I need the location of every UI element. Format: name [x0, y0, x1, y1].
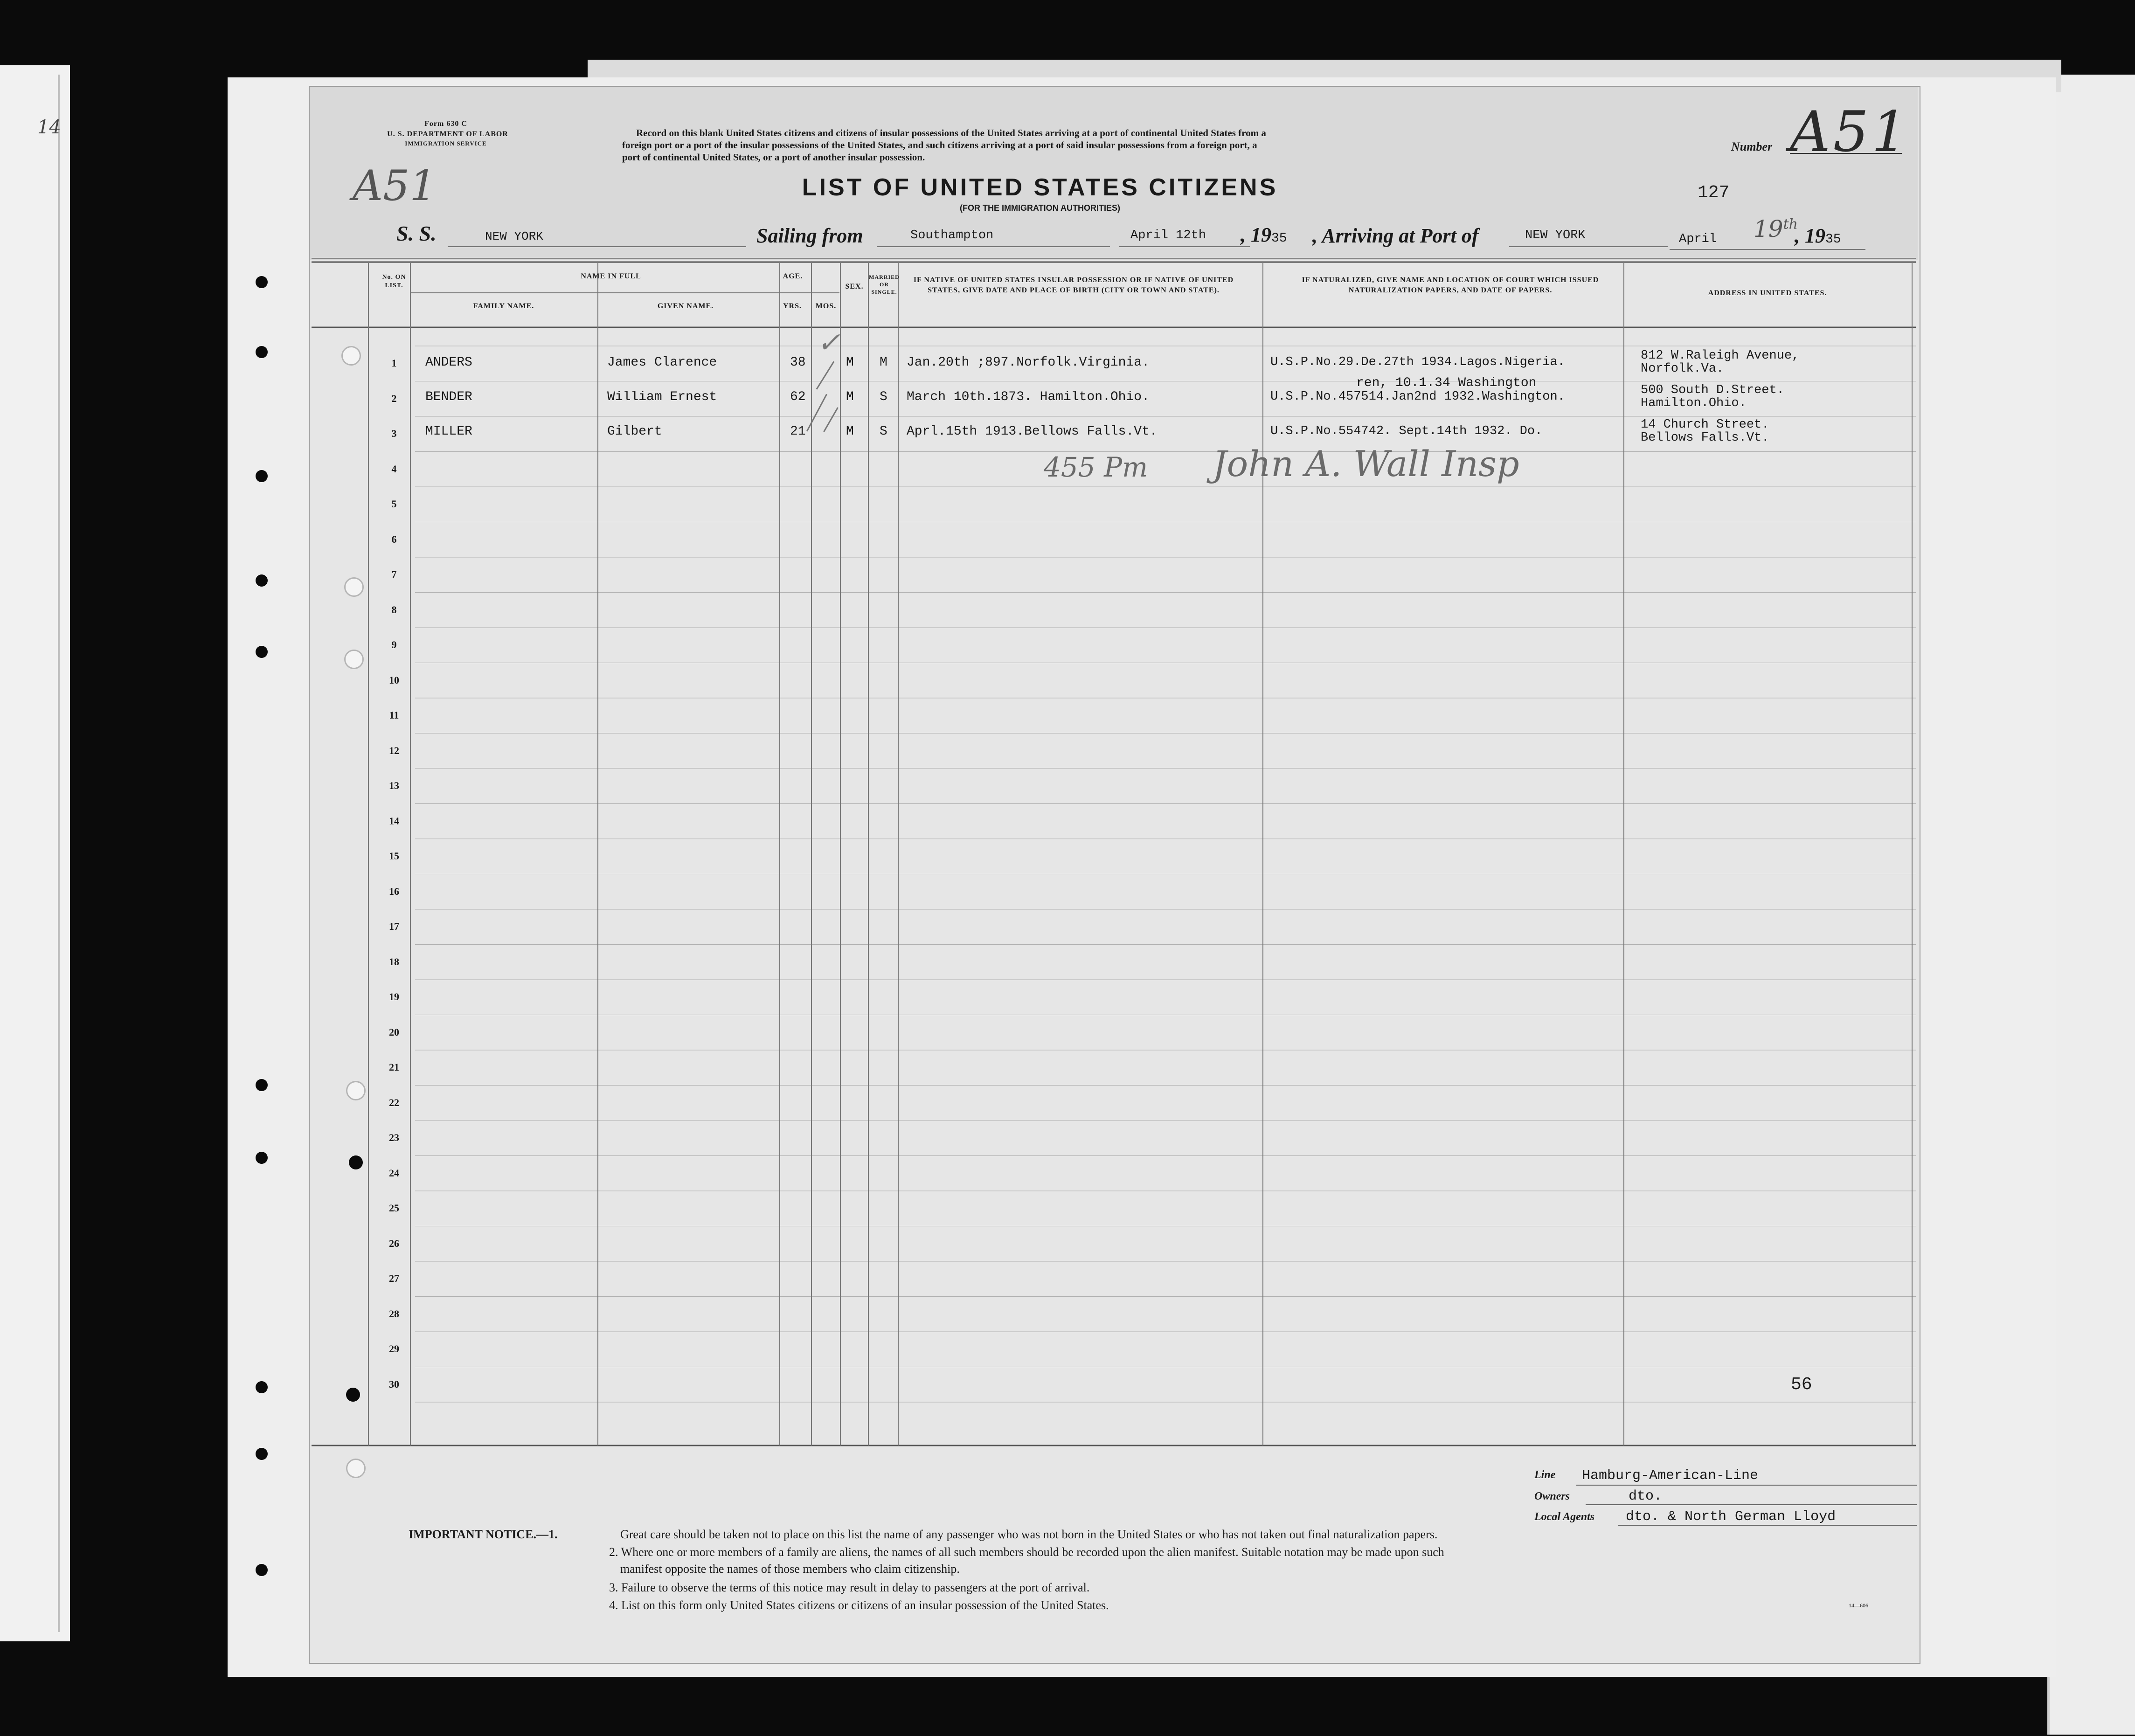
age-years-cell: 62 — [790, 390, 806, 404]
row-number: 27 — [389, 1273, 399, 1284]
row-number: 24 — [389, 1167, 399, 1179]
row-number: 16 — [389, 885, 399, 897]
row-number: 22 — [389, 1096, 399, 1108]
line-underline — [1576, 1485, 1917, 1486]
address-line-1-cell: 14 Church Street. — [1641, 418, 1769, 432]
form-number: Form 630 C — [424, 120, 467, 128]
sex-cell: M — [846, 424, 854, 439]
header-family-name: FAMILY NAME. — [473, 302, 534, 310]
page-title: LIST OF UNITED STATES CITIZENS — [802, 174, 1278, 201]
row-number: 13 — [389, 780, 399, 791]
arriving-year-prefix: , 19 — [1795, 224, 1825, 247]
header-given-name: GIVEN NAME. — [657, 302, 714, 310]
header-age: AGE. — [783, 272, 803, 280]
owners-label: Owners — [1534, 1490, 1570, 1502]
header-sex: SEX. — [845, 283, 864, 290]
naturalization-cell: U.S.P.No.457514.Jan2nd 1932.Washington. — [1270, 390, 1565, 404]
sailing-label: Sailing from — [756, 224, 863, 247]
row-number: 29 — [389, 1343, 399, 1355]
row-number: 20 — [389, 1026, 399, 1038]
row-number: 4 — [391, 463, 397, 475]
row-number: 1 — [391, 357, 397, 369]
family-name-cell: MILLER — [425, 424, 472, 439]
notice-item-4: 4. List on this form only United States citizens or citizens of an insular possession of the United States. — [609, 1598, 1109, 1612]
row-number: 25 — [389, 1202, 399, 1214]
header-birth: IF NATIVE OF UNITED STATES INSULAR POSSESSION OR IF NATIVE OF UNITED STATES, GIVE DATE AND PLACE OF BIRTH (CITY OR TOWN AND STATE). — [913, 276, 1234, 294]
sex-cell: M — [846, 355, 854, 370]
birth-details-cell: March 10th.1873. Hamilton.Ohio. — [907, 390, 1150, 404]
arriving-label: , Arriving at Port of — [1312, 224, 1479, 247]
owners-underline — [1586, 1504, 1917, 1505]
print-code: 14—606 — [1849, 1602, 1868, 1609]
notice-item-1: Great care should be taken not to place on this list the name of any passenger who was not born in the United States or who has not taken out final naturalization papers. — [620, 1528, 1438, 1541]
row-number: 19 — [389, 991, 399, 1003]
arriving-port: NEW YORK — [1525, 228, 1586, 242]
naturalization-note-cell: ren, 10.1.34 Washington — [1356, 376, 1537, 390]
age-years-cell: 38 — [790, 355, 806, 370]
naturalization-cell: U.S.P.No.29.De.27th 1934.Lagos.Nigeria. — [1270, 355, 1565, 369]
row-number: 7 — [391, 568, 397, 580]
row-number: 5 — [391, 498, 397, 510]
instruction-line: foreign port or a port of the insular possessions of the United States, and such citizens arriving at a port of said insular possessions from a foreign port, a — [622, 139, 1257, 151]
header-name-in-full: NAME IN FULL — [581, 272, 641, 280]
marital-status-cell: S — [880, 424, 887, 439]
owners-value: dto. — [1629, 1488, 1663, 1504]
address-line-1-cell: 812 W.Raleigh Avenue, — [1641, 349, 1800, 363]
header-naturalized: IF NATURALIZED, GIVE NAME AND LOCATION OF COURT WHICH ISSUED NATURALIZATION PAPERS, AND DATE OF PAPERS. — [1302, 276, 1599, 294]
row-number: 28 — [389, 1307, 399, 1320]
row-number: 3 — [391, 428, 397, 439]
arriving-month: April — [1679, 232, 1717, 246]
row-number: 10 — [389, 674, 399, 686]
row-number: 30 — [389, 1378, 399, 1390]
arriving-year-value: 35 — [1825, 232, 1841, 247]
row-number: 26 — [389, 1237, 399, 1249]
page-subtitle: (FOR THE IMMIGRATION AUTHORITIES) — [960, 203, 1120, 213]
year-value: 35 — [1271, 231, 1287, 246]
header-no-on-list: No. ON LIST. — [382, 274, 406, 289]
day-suffix: th — [1783, 216, 1798, 233]
form-department: U. S. DEPARTMENT OF LABOR — [387, 130, 508, 138]
marital-status-cell: S — [880, 390, 887, 404]
day-number: 19 — [1754, 215, 1783, 242]
margin-annotation: A51 — [353, 161, 437, 210]
ss-label: S. S. — [396, 221, 437, 245]
sailing-date: April 12th — [1130, 228, 1206, 242]
row-number: 15 — [389, 850, 399, 862]
row-number: 11 — [389, 709, 399, 721]
number-value: A51 — [1790, 100, 1910, 165]
header-address: ADDRESS IN UNITED STATES. — [1708, 289, 1827, 297]
line-value: Hamburg-American-Line — [1582, 1468, 1759, 1484]
given-name-cell: Gilbert — [607, 424, 662, 439]
header-yrs: YRS. — [783, 302, 802, 310]
given-name-cell: William Ernest — [607, 390, 717, 404]
notice-item-2: 2. Where one or more members of a family are aliens, the names of all such members should be recorded upon the alien manifest. Suitable notation may be made upon such — [609, 1545, 1444, 1559]
notice-title: IMPORTANT NOTICE.—1. — [409, 1528, 558, 1541]
row-number: 23 — [389, 1132, 399, 1143]
instruction-line: Record on this blank United States citizens and citizens of insular possessions of the United States arriving at a port of continental United States from a — [636, 127, 1266, 138]
age-years-cell: 21 — [790, 424, 806, 439]
instruction-line: port of continental United States, or a port of another insular possession. — [622, 152, 925, 163]
row-number: 6 — [391, 533, 397, 545]
notice-item-3: 3. Failure to observe the terms of this notice may result in delay to passengers at the port of arrival. — [609, 1581, 1090, 1594]
check-mark: ✓ — [817, 326, 841, 359]
page-number: 127 — [1698, 183, 1730, 203]
notice-item-2-cont: manifest opposite the names of those members who claim citizenship. — [620, 1562, 960, 1576]
number-label: Number — [1731, 140, 1773, 153]
sailing-port: Southampton — [910, 228, 994, 242]
header-mos: MOS. — [815, 302, 837, 310]
inspector-signature: John A. Wall Insp — [1213, 443, 1519, 484]
birth-details-cell: Aprl.15th 1913.Bellows Falls.Vt. — [907, 424, 1158, 439]
agents-label: Local Agents — [1534, 1511, 1595, 1523]
row-number: 9 — [391, 639, 397, 650]
row-number: 2 — [391, 392, 397, 404]
family-name-cell: BENDER — [425, 390, 472, 404]
agents-underline — [1618, 1525, 1917, 1526]
sex-cell: M — [846, 390, 854, 404]
year-prefix: , 19 — [1241, 223, 1271, 246]
address-line-2-cell: Hamilton.Ohio. — [1641, 396, 1747, 410]
family-name-cell: ANDERS — [425, 355, 472, 370]
address-line-1-cell: 500 South D.Street. — [1641, 383, 1784, 397]
row-number: 21 — [389, 1061, 399, 1073]
address-line-2-cell: Norfolk.Va. — [1641, 362, 1724, 376]
page-total: 56 — [1791, 1375, 1812, 1395]
form-service: IMMIGRATION SERVICE — [405, 140, 487, 147]
row-number: 14 — [389, 815, 399, 827]
row-number: 8 — [391, 603, 397, 616]
marital-status-cell: M — [880, 355, 887, 370]
given-name-cell: James Clarence — [607, 355, 717, 370]
handwritten-time: 455 Pm — [1044, 451, 1148, 483]
left-tab-number: 14 — [37, 117, 61, 138]
agents-value: dto. & North German Lloyd — [1626, 1509, 1836, 1525]
line-label: Line — [1534, 1469, 1556, 1481]
header-married-or-single: MARRIED OR SINGLE. — [869, 274, 900, 295]
naturalization-cell: U.S.P.No.554742. Sept.14th 1932. Do. — [1270, 424, 1543, 438]
row-number: 12 — [389, 744, 399, 756]
birth-details-cell: Jan.20th ;897.Norfolk.Virginia. — [907, 355, 1150, 370]
ship-name: NEW YORK — [485, 229, 543, 243]
address-line-2-cell: Bellows Falls.Vt. — [1641, 431, 1769, 445]
row-number: 17 — [389, 920, 399, 932]
row-number: 18 — [389, 955, 399, 968]
